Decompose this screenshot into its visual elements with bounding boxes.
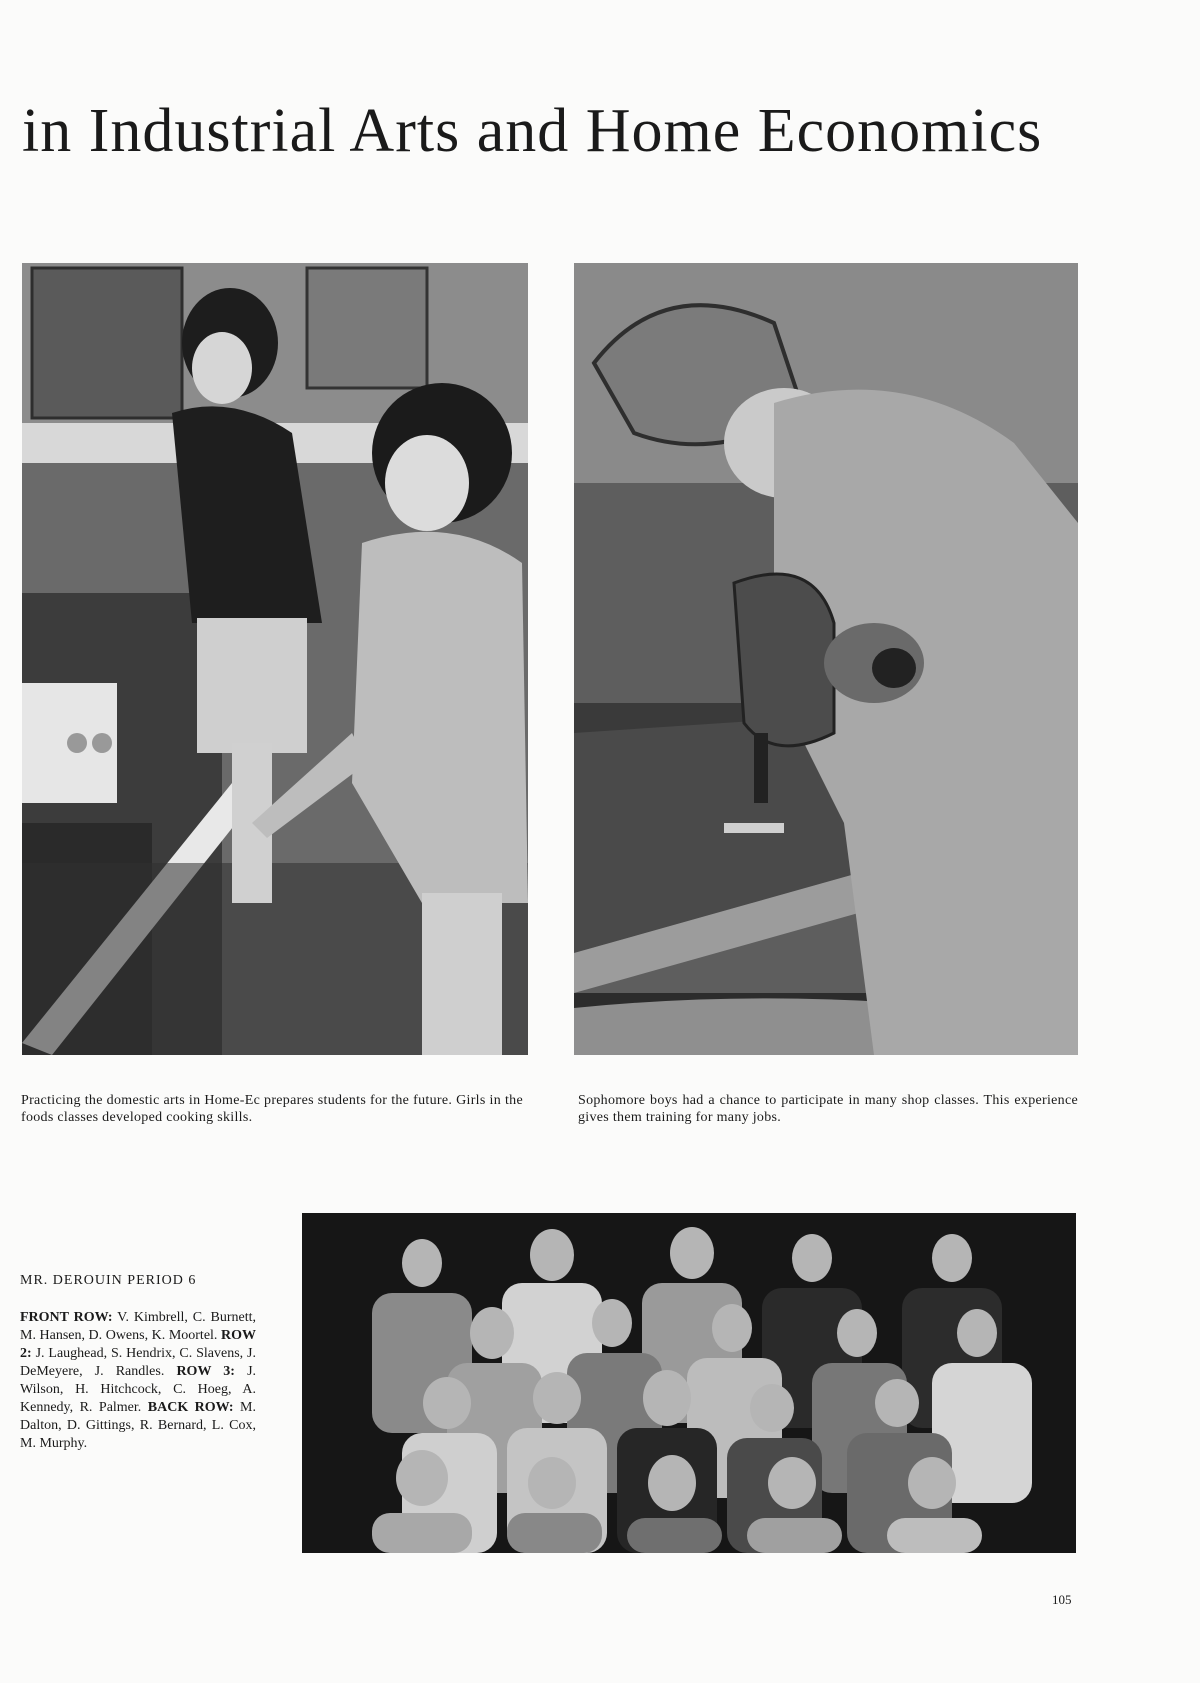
- roster-row-label: BACK ROW:: [147, 1400, 234, 1415]
- page-title: in Industrial Arts and Home Economics: [22, 97, 1043, 165]
- kitchen-photo: [22, 263, 528, 1055]
- caption-left: Practicing the domestic arts in Home-Ec prepares students for the future. Girls in the foods classes developed cooking skills.: [21, 1093, 523, 1125]
- roster-row-label: ROW 2:: [20, 1328, 256, 1361]
- roster-list: [20, 1309, 256, 1453]
- roster-row-names: J. Wilson, H. Hitchcock, C. Hoeg, A. Kennedy, R. Palmer.: [20, 1364, 257, 1415]
- roster-row-names: V. Kimbrell, C. Burnett, M. Hansen, D. Owens, K. Moortel.: [20, 1310, 257, 1343]
- class-group-figures: [302, 1213, 1076, 1553]
- roster-row-label: FRONT ROW:: [20, 1310, 113, 1325]
- roster-row-names: M. Dalton, D. Gittings, R. Bernard, L. Cox, M. Murphy.: [20, 1400, 256, 1451]
- welder-photo: [574, 263, 1078, 1055]
- roster-row-names: J. Laughead, S. Hendrix, C. Slavens, J. DeMeyere, J. Randles.: [20, 1346, 256, 1379]
- caption-right: Sophomore boys had a chance to participate in many shop classes. This experience gives them training for many jobs.: [578, 1093, 1078, 1125]
- roster-row-label: ROW 3:: [176, 1364, 235, 1379]
- roster-heading: MR. DEROUIN PERIOD 6: [20, 1273, 197, 1288]
- class-group-photo: [302, 1213, 1076, 1553]
- page-number: 105: [1052, 1592, 1072, 1607]
